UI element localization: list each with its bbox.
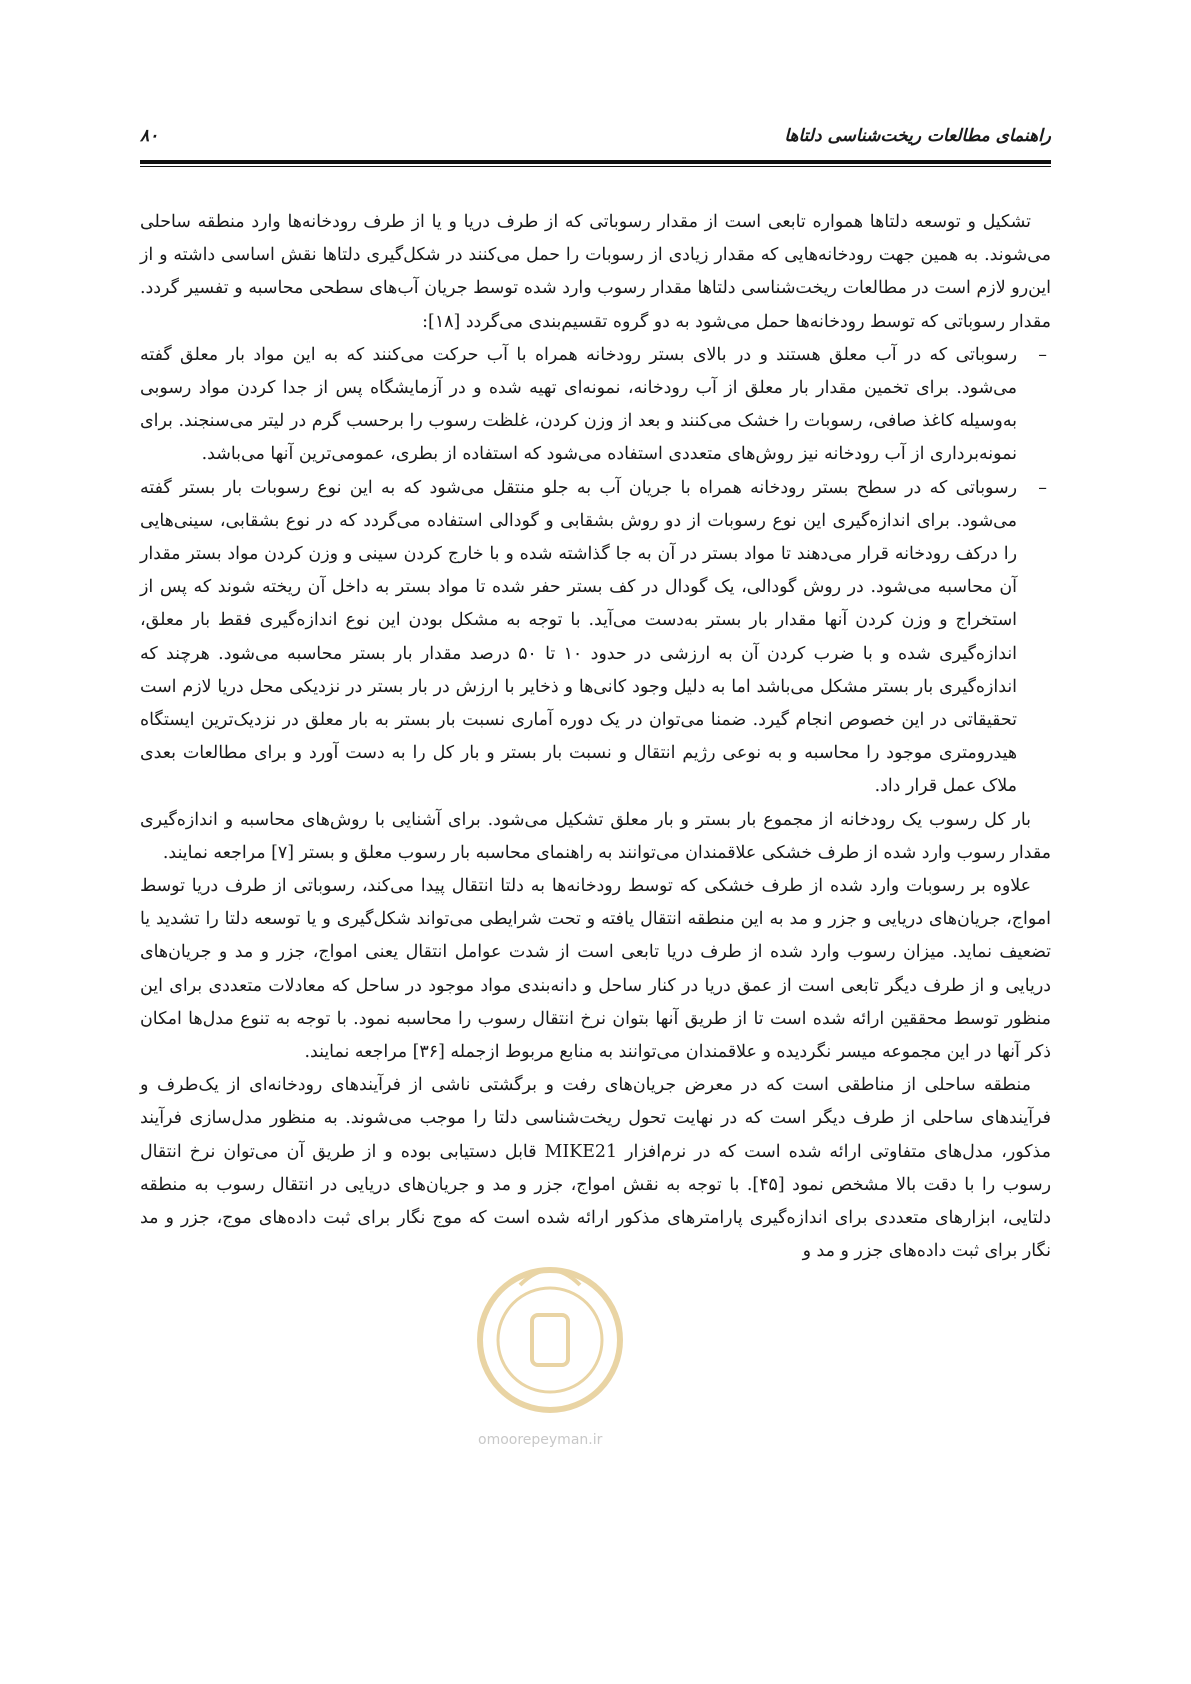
list-item-bed-load (140, 472, 1051, 804)
page-number: ۸۰ (140, 126, 159, 146)
bullet-dash: – (1038, 477, 1047, 498)
page-header (140, 126, 1051, 156)
header-rule-thick (140, 160, 1051, 164)
list-item-text: رسوباتی که در سطح بستر رودخانه همراه با جریان آب به جلو منتقل می‌شود که به این نوع رسوبات بار بستر گفته می‌شود. برای اندازه‌گیری این نوع رسوبات از دو روش بشقابی و گودالی استفاده می‌گردد که در نوع بشقابی، سینی‌هایی را درکف رودخانه قرار می‌دهند تا مواد بستر در آن به جا گذاشته شده و با خارج کردن سینی و وزن کردن مواد بستر مقدار آن محاسبه می‌شود. در روش گودالی، یک گودال در کف بستر حفر شده تا مواد بستر به داخل آن ریخته شوند که پس از استخراج و وزن کردن آنها مقدار بار بستر به‌دست می‌آید. با توجه به مشکل بودن این نوع اندازه‌گیری فقط بار معلق، اندازه‌گیری شده و با ضرب کردن آن به ارزشی در حدود ۱۰ تا ۵۰ درصد مقدار بار بستر محاسبه می‌شود. هرچند که اندازه‌گیری بار بستر مشکل می‌باشد اما به دلیل وجود کانی‌ها و ذخایر با ارزش در بار بستر در نزدیکی محل دریا لازم است تحقیقاتی در این خصوص انجام گیرد. ضمنا می‌توان در یک دوره آماری نسبت بار بستر به بار معلق در نزدیک‌ترین ایستگاه هیدرومتری موجود را محاسبه و به نوعی رژیم انتقال و نسبت بار بستر و بار کل را به دست آورد و برای مطالعات بعدی ملاک عمل قرار داد. (140, 477, 1017, 797)
bullet-dash: – (1038, 344, 1047, 365)
paragraph-1: تشکیل و توسعه دلتاها همواره تابعی است از مقدار رسوباتی که از طرف دریا و یا از طرف رودخانه‌ها وارد منطقه ساحلی می‌شوند. به همین جهت رودخانه‌هایی که مقدار زیادی از رسوبات را حمل می‌کنند در شکل‌گیری دلتاها نقش اساسی داشته و از این‌رو لازم است در مطالعات ریخت‌شناسی دلتاها مقدار رسوب وارد شده توسط جریان آب‌های سطحی محاسبه و تفسیر گردد. مقدار رسوباتی که توسط رودخانه‌ها حمل می‌شود به دو گروه تقسیم‌بندی می‌گردد [۱۸]: (140, 212, 1051, 332)
watermark-url: omoorepeyman.ir (478, 1432, 603, 1448)
body-text (140, 206, 1051, 1269)
paragraph-2: بار کل رسوب یک رودخانه از مجموع بار بستر و بار معلق تشکیل می‌شود. برای آشنایی با روش‌های محاسبه و اندازه‌گیری مقدار رسوب وارد شده از طرف خشکی علاقمندان می‌توانند به راهنمای محاسبه بار رسوب معلق و بستر [۷] مراجعه نمایند. (140, 809, 1051, 863)
running-title: راهنمای مطالعات ریخت‌شناسی دلتاها (784, 126, 1051, 146)
watermark-logo-icon (470, 1245, 630, 1445)
paragraph-3: علاوه بر رسوبات وارد شده از طرف خشکی که توسط رودخانه‌ها به دلتا انتقال پیدا می‌کند، رسوباتی از طرف دریا توسط امواج، جریان‌های دریایی و جزر و مد به این منطقه انتقال یافته و تحت شرایطی می‌تواند شکل‌گیری و یا توسعه دلتا را تشدید یا تضعیف نماید. میزان رسوب وارد شده از طرف دریا تابعی است از شدت عوامل انتقال یعنی امواج، جزر و مد و جریان‌های دریایی و از طرف دیگر تابعی است از عمق دریا در کنار ساحل و دانه‌بندی مواد موجود در ساحل که معادلات متعددی برای این منظور توسط محققین ارائه شده است تا از طریق آنها بتوان نرخ انتقال رسوب را محاسبه نمود. با توجه به تنوع مدل‌ها امکان ذکر آنها در این مجموعه میسر نگردیده و علاقمندان می‌توانند به منابع مربوط ازجمله [۳۶] مراجعه نمایند. (140, 876, 1051, 1063)
sediment-types-list (140, 339, 1051, 804)
paragraph-4: منطقه ساحلی از مناطقی است که در معرض جریان‌های رفت و برگشتی ناشی از فرآیندهای رودخانه‌ای از یک‌طرف و فرآیندهای ساحلی از طرف دیگر است که در نهایت تحول ریخت‌شناسی دلتا را موجب می‌شوند. به منظور مدل‌سازی فرآیند مذکور، مدل‌های متفاوتی ارائه شده است که در نرم‌افزار MIKE21 قابل دستیابی بوده و از طریق آن می‌توان نرخ انتقال رسوب را با دقت بالا مشخص نمود [۴۵]. با توجه به نقش امواج، جزر و مد و جریان‌های دریایی در انتقال رسوب به منطقه دلتایی، ابزارهای متعددی برای اندازه‌گیری پارامترهای مذکور ارائه شده است که موج نگار برای ثبت داده‌های موج، جزر و مد نگار برای ثبت داده‌های جزر و مد و (140, 1075, 1051, 1262)
list-item-suspended-load (140, 339, 1051, 472)
header-rule-thin (140, 166, 1051, 167)
list-item-text: رسوباتی که در آب معلق هستند و در بالای بستر رودخانه همراه با آب حرکت می‌کنند که به این مواد بار معلق گفته می‌شود. برای تخمین مقدار بار معلق از آب رودخانه، نمونه‌ای تهیه شده و در آزمایشگاه پس از جدا کردن مواد رسوبی به‌وسیله کاغذ صافی، رسوبات را خشک می‌کنند و بعد از وزن کردن، غلظت رسوب را برحسب گرم در لیتر می‌سنجند. برای نمونه‌برداری از آب رودخانه نیز روش‌های متعددی استفاده می‌شود که استفاده از بطری، عمومی‌ترین آنها می‌باشد. (140, 344, 1017, 465)
